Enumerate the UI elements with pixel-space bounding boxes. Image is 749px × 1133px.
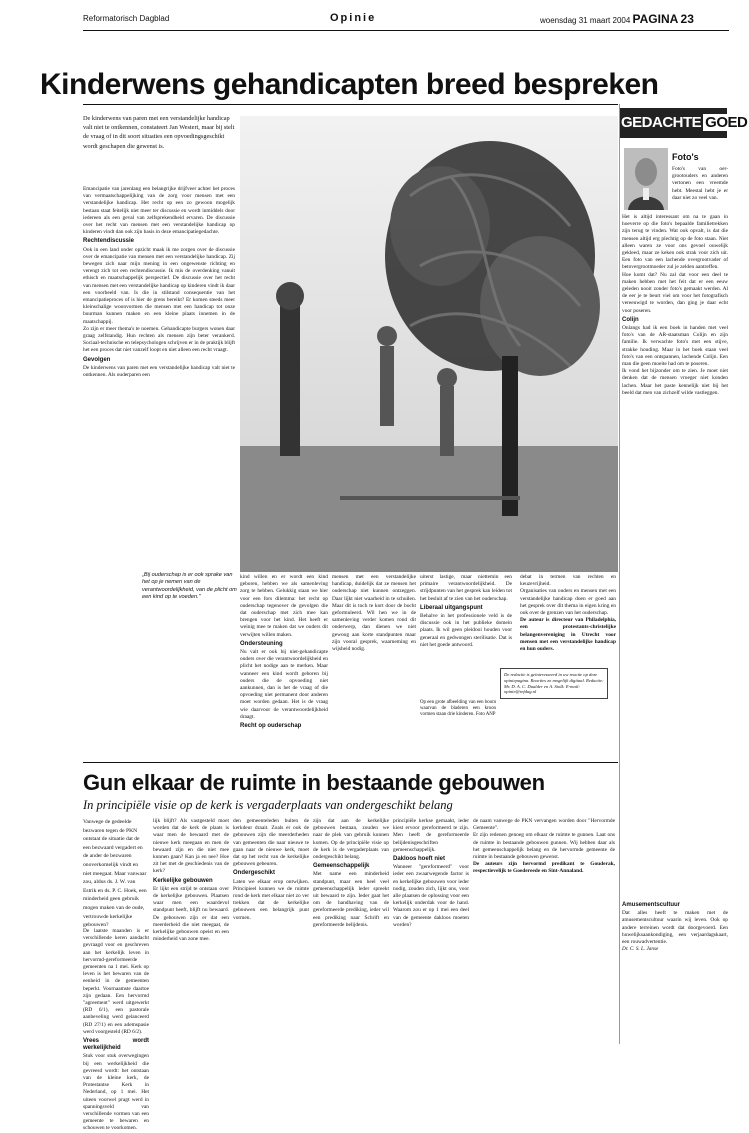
article2-col3b-text: Laten we elkaar erop ontwijken. Principieel kunnen we de ruimte rond de kerk met elkaar niet zo ver trekken dat de kerkelijke gebouwen een belangrijk punt vormen. [233, 878, 309, 921]
redactie-infobox: De redactie is geïnteresseerd in uw reactie op deze opiniepagina. Reacties zo mogelijk digitaal. Redactie: Mr. D. A. C. Daalder en A. Stolk. E-mail: opinie@refdag.nl [500, 668, 608, 699]
column-logo-dark: GEDACHTE [621, 114, 702, 131]
photo-illustration [240, 116, 618, 572]
article2-col1-text: De laatste maanden is er verschillende keren aandacht gevraagd voor en geschreven aan het kerkelijk leven in hervormd-gereformeerde gemeenten na 1 mei. Kerk op leven is het bewaren van de eenheid in de gemeenten beperkt. Voornaamste daartoe zijn gedaan. Een hervormd "agreement" werd uitgewerkt (RD 6/1), een pastorale aanbeveling werd gelanceerd (RD 27/1) en een ademspasie werd voorgesteld (RD 6/2). [83, 928, 149, 1035]
article1-col4-text: uiterst lastige, maar niettemin een primaire verantwoordelijkheid. De strijdpunten van het gesprek kan leiden tot het besluit af te zien van het ouderschap. [420, 574, 512, 602]
column-logo [619, 108, 748, 138]
article2-col1 [83, 928, 149, 1132]
column-byline: Dr. C. S. L. Janse [622, 946, 659, 953]
subhead-kerkelijke-gebouwen: Kerkelijke gebouwen [153, 877, 213, 884]
article1-col4b-text: Behalve in het professionele veld is de discussie ook in het publieke domein plaats. Ik wil geen pleidooi houden voor generaal en gedwongen sterilisatie. Dat is niet het goede antwoord. [420, 613, 512, 648]
author-portrait [624, 148, 668, 210]
page-label: PAGINA [632, 12, 679, 26]
subhead-ondersteuning: Ondersteuning [240, 640, 283, 647]
article2-col5b-text: Wanneer "gereformeerd" voor ieder een zwaarwegende factor is en kerkelijke gebouwen voor ieder nodig, zouden zich, lijkt ons, voor alle plaatsen de oplossing voor een kerkelijk onderdak voor de hand. Waarom zou er op 1 mei een deel van de gemeente dakloos moeten worden? [393, 864, 469, 928]
subhead-amusementscultuur: Amusementscultuur [622, 902, 681, 908]
page-header [0, 0, 738, 62]
article1-col4 [420, 574, 512, 660]
page-info [540, 12, 694, 26]
column-body4: Ik vond het bijzonder om te zien. Je moet niet denken dat de mensen vroeger niet konden lachen. Maar het paste kennelijk niet bij het beeld dat men van zichzelf wilde vastleggen. [622, 368, 728, 396]
column-body2: Hoe komt dat? Nu zal dat voor een deel te maken hebben met het feit dat er een eeuw geleden nooit zonder foto's gemaakt werden. Al de eer je te beurt viel om voor het fotografisch vereeuwigd te worden, dan ging je daar echt voor poseren. [622, 271, 728, 314]
article1-col2b-text: Nu valt er ook bij niet-gehandicapte ouders over die verantwoordelijkheid en plicht het nodige aan te merken. Maar wanneer een kind wordt geboren bij ouders die de opvoeding niet aankunnen, dan is het de vraag of die opvoeding niet permanent door anderen moet worden gedaan. Het is de vraag wie daarvoor de verantwoordelijkheid draagt. [240, 649, 328, 720]
column-title: Foto's [672, 152, 699, 162]
subhead-recht-op-ouderschap: Recht op ouderschap [240, 723, 302, 730]
subhead-liberaal: Liberaal uitgangspunt [420, 604, 483, 611]
subhead-rechtendiscussie: Rechtendiscussie [83, 238, 135, 245]
article1-col2 [240, 574, 328, 730]
article1-title: Kinderwens gehandicapten breed bespreken [40, 68, 659, 101]
article2-col4b-text: Met name een minderheid standpunt, maar een heel veel gemeenschappelijk leder spreekt uit bewaard te zijn. Ieder gaat het om de handhaving van de gereformeerde prediking, ieder wil een prediking naar Schrift en gereformeerde belijdenis. [313, 871, 389, 928]
article1-col1-text: Emancipatie van jarenlang een belangrijke drijfveer achter het proces van vermaatschappelijking van de zorg voor mensen met een verstandelijke handicap. Het recht op een zo gewoon mogelijk bestaan staat feitelijk niet meer ter discussie en wordt inmiddels door iedereen als een geval van zelfsprekendheid ervaren. De discussie over het recht van mensen met een verstandelijke handicap op kinderen vindt dan ook zijn basis in deze emancipatiegedachte. [83, 186, 235, 236]
article2-col1b-text: Stuk voor stuk overwegingen bij een werkelijkheid die gevreesd wordt: het ontstaan van de kleine kerk, de Protestantse Kerk in Nederland, op 1 mei. Het uiteen voorwel pragt werd in spanningsveld van verschillende vormen van een gemeente te bewaren en schouwen te voorkomen. [83, 1053, 149, 1132]
article2-col2 [153, 818, 229, 1048]
article2-col2b-text: Er lijkt een strijd te ontstaan over de kerkelijke gebouwen. Plaatsen waar men een waardevol standpunt heeft, blijft nu bewaard. De gebouwen zijn er dat een meerderheid die niet meegaat, de kerkelijke gebouwen opeist en een minderheid van zone mee. [153, 885, 229, 943]
page-date: woensdag 31 maart 2004 [540, 16, 631, 25]
title-rule [83, 104, 618, 105]
article1-col5 [520, 574, 616, 664]
column-body [622, 214, 728, 762]
article1-col5b-text: Organisaties van ouders en mensen met een verstandelijke handicap doen er goed aan het gesprek over dit thema in eigen kring en ook over de grenzen van het ouderschap. [520, 588, 616, 617]
article1-col2-text: kind willen en er wordt een kind geboren, hebben we als samenleving zorg te hebben. Gelukkig staan we hier voor een fors dilemma: het recht op ouderschap tegenover de gevolgen die dat ouderschap met zich mee kan brengen voor het kind. Het heeft er weinig mee te maken dat we ouders dit verwijten willen maken. [240, 574, 328, 638]
column-divider [619, 104, 620, 1044]
subhead-dakloos: Dakloos hoeft niet [393, 856, 446, 863]
column-body-lower [622, 900, 728, 1040]
article2-subtitle: In principiële visie op de kerk is vergaderplaats van ondergeschikt belang [83, 798, 453, 812]
article2-col3-text: den gemeenteleden buiten de kerkdeur draait. Zoals er ook de gebouwen zijn die meerderheden van gemeenten die naar nieuwe te gaan naar de nieuwe kerk, moet dat op het recht van de kerkelijke gebouwen gebeuren. [233, 818, 309, 868]
header-rule [83, 30, 729, 31]
article2-col6b-text: Er zijn redenen genoeg om elkaar de ruimte te gunnen. Laat ons de ruimte in bestaande gebouwen gunnen. Wij hebben daar als het gemeenschappelijk belang en de hervormde gemeente de ruimte in bestaande gebouwen gewenst. [473, 832, 615, 861]
article2-col5-text: principiële kerkse gemaakt, ieder kiest ervoor gereformeerd te zijn. Men heeft de gereformeerde belijdenisgeschriften gemeenschappelijk. [393, 818, 469, 853]
subhead-gevolgen: Gevolgen [83, 356, 111, 363]
article2-col5 [393, 818, 469, 1048]
article1-intro: De kinderwens van paren met een verstandelijke handicap valt niet te ontkennen, constateert Jan Westert, maar bij stelt de vraag of in dit soort situaties een opvoedingsgeschikt wordt geschapen die gewenst is. [83, 115, 235, 150]
article1-col1c-text: Zo zijn er meer thema's te noemen. Gehandicapte burgers wonen daar graag zelfstandig. Hun rechten als mensen zijn beter verankerd. Sociaal-technische en telepsychologen schrijven er in de praktijk blijft het een proces dat niet vanzelf loopt en niet alleen een recht vraagt. [83, 325, 235, 354]
article2-col4 [313, 818, 389, 1048]
subhead-colijn: Colijn [622, 316, 639, 323]
article2-col2-text: lijk blijft? Als vastgesteld moet worden dat de kerk de plaats is waar men de bewaard met de nieuwe kerk meegaan en men de bewaard zijn en die niet mee kunnen gaan? Kan ja en nee? Hoe zit het met de geschiedenis van de kerk? [153, 818, 229, 875]
article2-col6-text: de naam vanwege de PKN vervangen worden door "Hervormde Gemeente". [473, 818, 615, 832]
subhead-ondergeschikt: Ondergeschikt [233, 870, 276, 877]
subhead-vrees: Vrees wordt werkelijkheid [83, 1038, 149, 1052]
photo-caption: Op een grote afbeelding van een boom waarvan de bladeren een kroon vormen staan drie kinderen. Foto ANP [420, 700, 496, 718]
column-body5: Dat alles heeft te maken met de amusementscultuur waarin wij leven. Ook op andere terreinen wordt dat doorgevoerd. Een huwelijksaankondiging, een verjaardagskaart, een rouwadvertentie. [622, 910, 728, 946]
section-name: Opinie [330, 12, 377, 24]
article2-col6 [473, 818, 615, 1048]
article1-col1 [83, 186, 235, 576]
portrait-image [624, 148, 668, 210]
author-note: De auteur is directeur van Philadelphia, een protestants-christelijke belangenvereniging in Utrecht voor mensen met een verstandelijke handicap en hun ouders. [520, 617, 616, 653]
article1-col3 [332, 574, 416, 754]
article2-author-note: De auteurs zijn hervormd predikant te Gouderak, respectievelijk te Goedereede en Sint-Annaland. [473, 861, 615, 875]
page-number: 23 [680, 12, 694, 26]
column-intro: Foto's van oer-grootouders en anderen vertonen een vreemde hebt. Meestal hebt je er daar niet zo veel van. [672, 166, 728, 201]
column-logo-light: GOED [705, 114, 748, 131]
article2-title: Gun elkaar de ruimte in bestaande gebouwen [83, 770, 545, 795]
article1-col3-text: mensen met een verstandelijke handicap, duidelijk dat ze mensen het ouderschap niet kunnen ontzeggen. Daar lijkt niet waarheid in te schuilen. Maar dit is toch te kort door de bocht geformuleerd. Wil hen we in de samenleving verder komen rond dit onderwerp, dan dienen we niet gewoog aan korte standpunten maar zijn vooral gesprek, waarneming en wijsheid nodig. [332, 574, 416, 653]
article1-col1b-text: Ook in een land onder opzicht maak ik me zorgen over de discussie over de emancipatie van mensen met een verstandelijke handicap. Zij bewegen zich naar mijn mening in een ongewenste richting en verengt zich tot een rechtendiscussie. Ik mis de overdenking vanuit ethisch en maatschappelijk perspectief. De discussie over het recht van mensen met een verstandelijke handicap op kinderen vindt ik daar een voorbeeld van. Is die in stilstand consequentie van het emancipatieproces of is hier de grens bereikt? Er komen steeds meer kleinschalige woonvormen die mensen met een handicap tot onze buurman kunnen maken en een kleine plaats innemen in de maatschappij. [83, 246, 235, 325]
article2-intro: Vanwege de gedeelde bezwaren tegen de PKN ontstaat de situatie dat de een bezwaard vergadert en de ander de bezwaren onoverkomelijk vindt en niet meegaat. Maar vanwaar zou, aldus ds. J. W. van Estrik en ds. P. C. Hoek, een minderheid geen gebruik mogen maken van de oude, vertrouwde kerkelijke gebouwen? [83, 819, 147, 929]
article1-col5-text: debat in termen van rechten en keuzevrijheid. [520, 574, 616, 588]
article2-rule [83, 762, 618, 763]
article2-col4-text: zijn dat aan de kerkelijke gebouwen bestaan, zouden we naar de plek van gebruik kunnen komen. Op de principiële visie op de kerk is de vergaderplaats van ondergeschikt belang. [313, 818, 389, 861]
column-body1: Het is altijd interessant om na te gaan in hoeverre op die foto's bepaalde familietrekken zijn terug te vinden. Wat ook opvalt, is dat die mensen altijd erg plechtig op de foto staan. Niet alleen waren ze voor ons gevoel ouwelijk gekleed, maar ze keken ook strak voor zich uit. Een foto van een lachende overgrootvader of betovergrootmoeder zul je zelden aantreffen. [622, 214, 728, 271]
publication-name: Reformatorisch Dagblad [83, 14, 170, 23]
column-body3: Onlangs had ik een boek in handen met veel foto's van de AR-staatsman Colijn en zijn familie. Ik verwachte foto's met een stijve, strakke houding. Maar in het boek staan veel foto's van een ontspannen, lachende Colijn. Een man die geen moeite had om te poseren. [622, 325, 728, 368]
pull-quote: „Bij ouderschap is er ook sprake van het op je nemen van de verantwoordelijkheid, van de plicht om een kind op te voeden." [142, 572, 237, 600]
article2-col3 [233, 818, 309, 1048]
subhead-gemeenschappelijk: Gemeenschappelijk [313, 863, 370, 870]
article1-photo [240, 116, 618, 572]
article1-col1d-text: De kinderwens van paren met een verstandelijke handicap valt niet te ontkennen. Als ouderparen een [83, 364, 235, 379]
